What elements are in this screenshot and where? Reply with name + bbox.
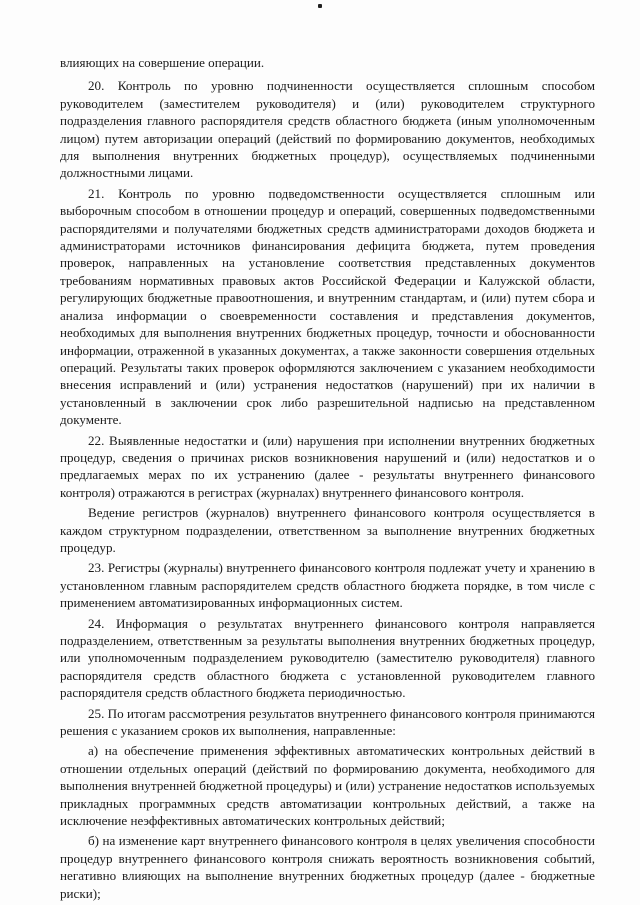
paragraph-continuation: влияющих на совершение операции.: [60, 55, 265, 70]
document-body: [60, 54, 595, 905]
paragraph-23: 23. Регистры (журналы) внутреннего финансового контроля подлежат учету и хранению в установленном главным распорядителем средств областного бюджета порядке, в том числе с применением автоматизированных информационных систем.: [60, 560, 595, 611]
paragraph-21: 21. Контроль по уровню подведомственности осуществляется сплошным или выборочным способом в отношении процедур и операций, совершенных подведомственными распорядителями и получателями бюджетных средств администраторами доходов бюджета и администраторами источников финансирования дефицита бюджета, путем проведения проверок, направленных на установление соответствия представленных документов требованиям нормативных правовых актов Российской Федерации и Калужской области, регулирующих бюджетные правоотношения, и внутренним стандартам, и (или) путем сбора и анализа информации о своевременности составления и представления документов, необходимых для выполнения внутренних бюджетных процедур, точности и обоснованности информации, отраженной в указанных документах, а также законности совершения отдельных операций. Результаты таких проверок оформляются заключением с указанием необходимости внесения исправлений и (или) устранения недостатков (нарушений) при их наличии в установленный в заключении срок либо разрешительной надписью на представленном документе.: [60, 185, 595, 428]
paragraph-25-a: а) на обеспечение применения эффективных автоматических контрольных действий в отношении отдельных операций (действий по формированию документа, необходимого для выполнения внутренней бюджетной процедуры) и (или) устранение недостатков используемых прикладных программных средств автоматизации контрольных действий, а также на исключение неэффективных автоматических контрольных действий;: [60, 743, 595, 829]
paragraph-25-b: б) на изменение карт внутреннего финансового контроля в целях увеличения способности процедур внутреннего финансового контроля снижать вероятность возникновения событий, негативно влияющих на выполнение внутренних бюджетных процедур (далее - бюджетные риски);: [60, 833, 595, 901]
paragraph-22: 22. Выявленные недостатки и (или) нарушения при исполнении внутренних бюджетных процедур, сведения о причинах рисков возникновения нарушений и (или) недостатков и о предлагаемых мерах по их устранению (далее - результаты внутреннего финансового контроля) отражаются в регистрах (журналах) внутреннего финансового контроля.: [60, 432, 595, 500]
paragraph-22-registers: Ведение регистров (журналов) внутреннего финансового контроля осуществляется в каждом структурном подразделении, ответственном за выполнение внутренних бюджетных процедур.: [60, 505, 595, 555]
paragraph-25: 25. По итогам рассмотрения результатов внутреннего финансового контроля принимаются решения с указанием сроков их выполнения, направленные:: [60, 705, 595, 739]
page-top-marker: [318, 4, 322, 8]
paragraph-20: 20. Контроль по уровню подчиненности осуществляется сплошным способом руководителем (заместителем руководителя) и (или) руководителем структурного подразделения главного распорядителя средств областного бюджета (иным уполномоченным лицом) путем авторизации операций (действий по формированию документов, необходимых для выполнения внутренних бюджетных процедур), осуществляемых подчиненными должностными лицами.: [60, 78, 595, 181]
paragraph-24: 24. Информация о результатах внутреннего финансового контроля направляется подразделением, ответственным за результаты выполнения внутренних бюджетных процедур, или уполномоченным подразделением руководителю (заместителю руководителя) главного распорядителя средств областного бюджета с установленной руководителем главного распорядителя средств областного бюджета периодичностью.: [60, 615, 595, 701]
